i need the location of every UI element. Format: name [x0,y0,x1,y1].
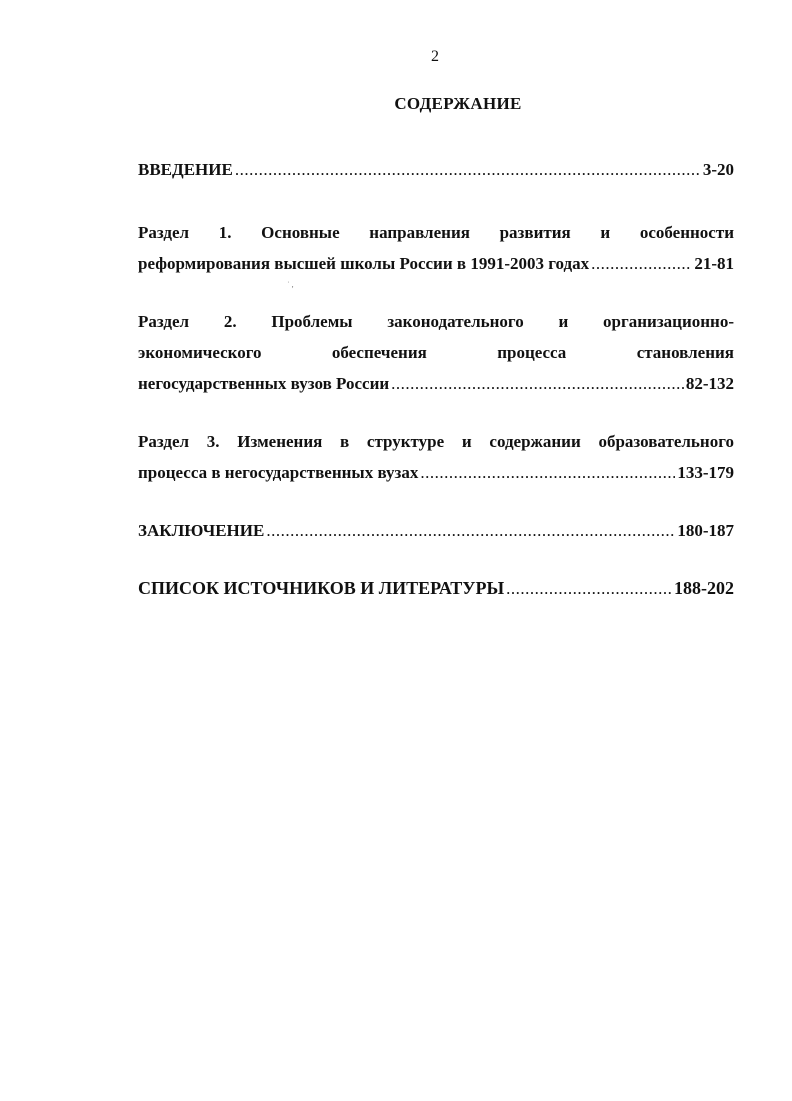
toc-entry-text-line: Раздел 1. Основные направления развития и особенности [138,223,734,242]
dot-leader [235,154,701,185]
table-of-contents [138,154,734,604]
toc-page-range: 133-179 [677,463,734,482]
toc-entry-section-3[interactable] [138,426,734,488]
dot-leader [506,573,672,604]
toc-leader-line [138,515,734,546]
toc-page-range: 3-20 [702,160,734,179]
toc-entry-text-line: Раздел 3. Изменения в структуре и содержании образовательного [138,432,734,451]
toc-entry-label: СПИСОК ИСТОЧНИКОВ И ЛИТЕРАТУРЫ [138,578,505,598]
page-number: 2 [431,48,439,65]
dot-leader [591,248,692,279]
toc-leader-line [138,573,734,604]
toc-entry-intro[interactable] [138,154,734,185]
toc-leader-line [138,248,734,279]
dot-leader [266,515,675,546]
toc-leader-line [138,154,734,185]
toc-page-range: 21-81 [694,254,734,273]
toc-entry-conclusion[interactable] [138,515,734,546]
toc-page-range: 188-202 [674,578,734,598]
toc-entry-section-1[interactable] [138,217,734,279]
scan-artifact: ˙ , [287,280,294,289]
toc-page-range: 82-132 [685,374,734,393]
dot-leader [420,457,675,488]
toc-leader-line [138,457,734,488]
toc-entry-text-line: реформирования высшей школы России в 1991-2003 годах [138,254,590,273]
toc-entry-text-line: негосударственных вузов России [138,374,390,393]
toc-entry-section-2[interactable] [138,306,734,399]
toc-page-range: 180-187 [677,521,734,540]
toc-entry-text-line: Раздел 2. Проблемы законодательного и организационно- [138,312,734,331]
toc-entry-text-line: экономического обеспечения процесса становления [138,343,734,362]
page-title: СОДЕРЖАНИЕ [394,94,522,113]
toc-entry-sources[interactable] [138,573,734,604]
toc-entry-text-line: процесса в негосударственных вузах [138,463,419,482]
toc-entry-label: ВВЕДЕНИЕ [138,160,233,179]
toc-entry-label: ЗАКЛЮЧЕНИЕ [138,521,265,540]
dot-leader [391,368,684,399]
toc-leader-line [138,368,734,399]
